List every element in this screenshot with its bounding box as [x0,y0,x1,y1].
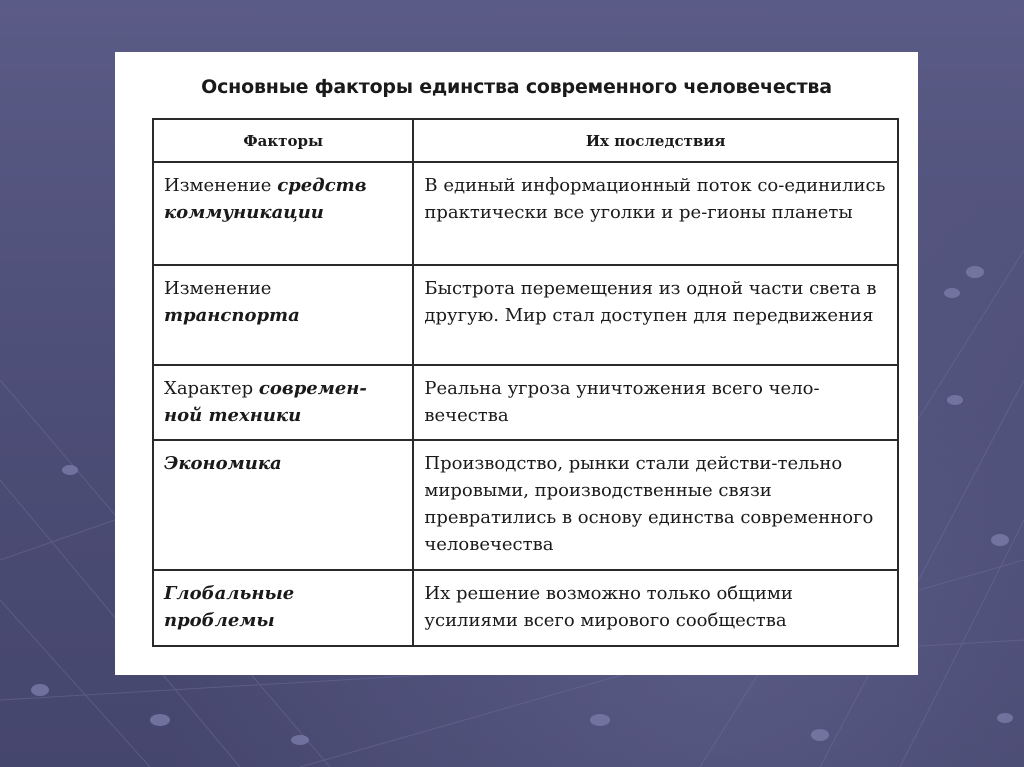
factor-emphasis-text: современ-ной техники [164,378,367,426]
table-header-row [153,119,898,162]
factor-cell [153,440,413,570]
factor-cell [153,162,413,265]
consequence-cell: В единый информационный поток со-единились практически все уголки и ре-гионы планеты [413,162,898,265]
factor-emphasis-text: Глобальные проблемы [164,583,295,631]
table-row [153,265,898,365]
factor-emphasis-text: средств коммуникации [164,175,367,223]
factor-emphasis-text: Экономика [164,453,282,474]
consequence-cell: Реальна угроза уничтожения всего чело-вечества [413,365,898,440]
factor-plain-text: Изменение [164,175,278,196]
consequence-cell: Их решение возможно только общими усилиями всего мирового сообщества [413,570,898,646]
factor-plain-text: Изменение [164,278,272,299]
factor-cell [153,570,413,646]
factor-plain-text: Характер [164,378,259,399]
consequence-cell: Быстрота перемещения из одной части света в другую. Мир стал доступен для передвижения [413,265,898,365]
factor-cell [153,265,413,365]
document-title: Основные факторы единства современного человечества [201,76,832,98]
document-card [115,52,918,675]
table-row [153,440,898,570]
consequence-cell: Производство, рынки стали действи-тельно мировыми, производственные связи превратились в основу единства современного человечества [413,440,898,570]
factor-cell [153,365,413,440]
table-row [153,570,898,646]
table-row [153,162,898,265]
factor-emphasis-text: транспорта [164,305,300,326]
table-row [153,365,898,440]
header-factors: Факторы [153,119,413,162]
factors-table [152,118,899,647]
header-consequences: Их последствия [413,119,898,162]
